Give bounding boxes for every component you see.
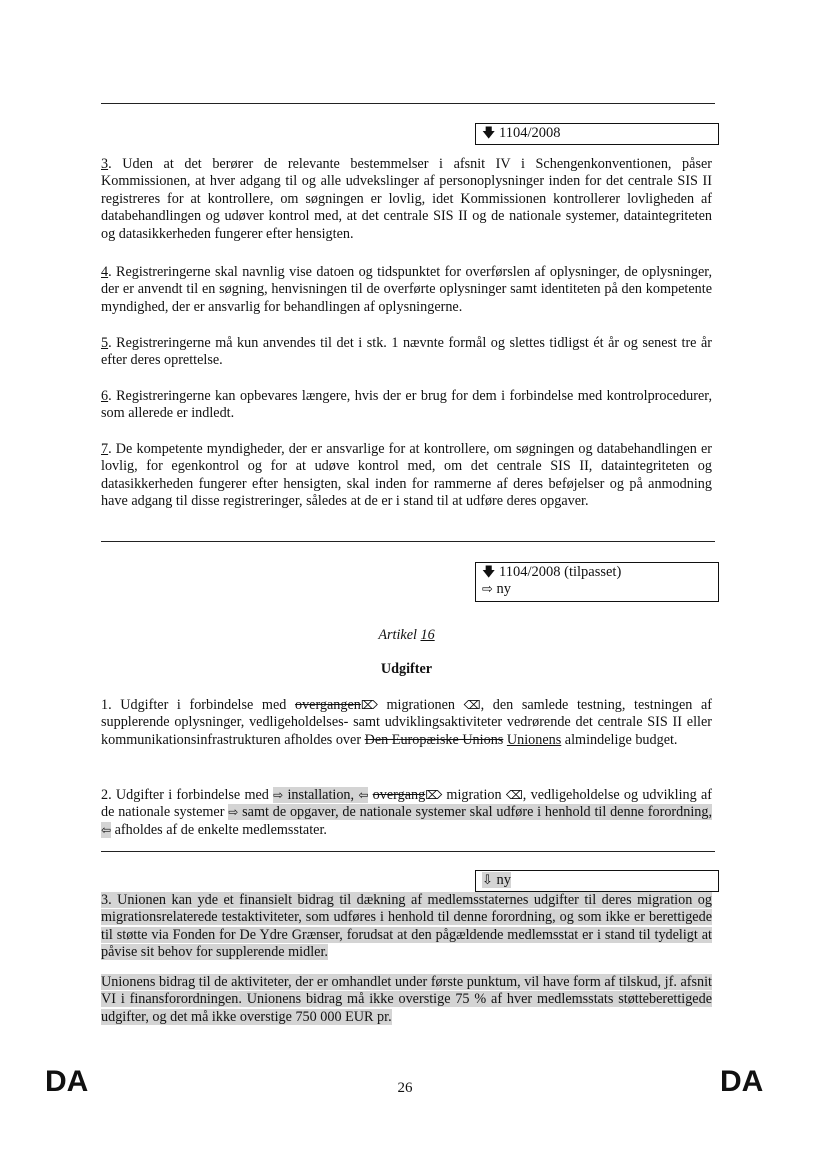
text: , vedligeholdelse og udvikling af de nationale systemer xyxy=(101,787,712,821)
insert-end-icon: ⇦ xyxy=(358,788,369,802)
text: 1. Udgifter i forbindelse med xyxy=(101,697,295,713)
section-rule xyxy=(101,541,715,542)
new-marker xyxy=(482,872,511,888)
top-rule xyxy=(101,103,715,104)
insert-start-icon: ⇨ xyxy=(228,805,239,820)
reference-new: ny xyxy=(496,872,512,888)
article-paragraph-1 xyxy=(101,697,712,749)
down-outline-arrow-icon: ⇩ xyxy=(482,873,493,888)
new-text-highlight: 3. Unionen kan yde et finansielt bidrag til dækning af medlemsstaternes udgifter til deres migration og migrationsrelaterede testaktiviteter, som udføres i henhold til denne forordning, og som ikke er berettigede til støtte via Fonden for De Ydre Grænser, forudsat at den pågældende medlemsstat er i stand til tydeligt at påvise sit behov for supplerende midler. xyxy=(101,892,712,961)
paragraph-number: 7 xyxy=(101,441,109,457)
delete-start-icon: ⌫ xyxy=(463,698,481,712)
deleted-text: Den Europæiske Unions xyxy=(364,731,504,748)
paragraph-7 xyxy=(101,441,712,511)
article-heading xyxy=(101,627,712,644)
insert-start-icon: ⇨ xyxy=(273,788,284,802)
paragraph-5 xyxy=(101,335,712,370)
reference-box-new xyxy=(475,870,719,892)
reference-code: 1104/2008 (tilpasset) xyxy=(499,564,622,580)
new-text-highlight xyxy=(273,787,368,803)
highlighted-text: samt de opgaver, de nationale systemer skal udføre i henhold til denne forordning, xyxy=(238,804,713,821)
reference-box-adapted xyxy=(475,562,719,602)
text: 2. Udgifter i forbindelse med xyxy=(101,787,274,803)
inserted-text: Unionens xyxy=(506,731,562,748)
down-arrow-icon: 🡇 xyxy=(482,565,496,580)
new-text-highlight: Unionens bidrag til de aktiviteter, der er omhandlet under første punktum, vil have form af tilskud, jf. afsnit VI i finansforordningen. Unionens bidrag må ikke overstige 75 % af hver medlemsstats støtteberettigede udgifter, og det må ikke overstige 750 000 EUR pr. xyxy=(101,974,712,1025)
language-code-left: DA xyxy=(45,1065,89,1098)
paragraph-text: . Registreringerne kan opbevares længere, hvis der er brug for dem i forbindelse med kontrolprocedurer, som allerede er indledt. xyxy=(101,388,712,422)
article-paragraph-4 xyxy=(101,974,712,1026)
article-label: Artikel xyxy=(378,627,421,643)
deleted-text: overgangen xyxy=(294,697,361,713)
text: migrationen xyxy=(377,697,464,713)
delete-end-icon: ⌦ xyxy=(360,698,378,712)
insert-end-icon: ⇦ xyxy=(101,822,112,837)
paragraph-text: . Uden at det berører de relevante bestemmelser i afsnit IV i Schengenkonventionen, påser Kommissionen, at hver adgang til og alle udvekslinger af personoplysninger inden for det centrale SIS II registreres for at kontrollere, om søgningen er lovlig, idet Kommissionen kontrollerer lovligheden af databehandlingen og udøver kontrol med, at det centrale SIS II og de nationale systemer, dataintegriteten og datasikkerheden fungerer efter hensigten. xyxy=(101,156,712,242)
reference-code: 1104/2008 xyxy=(499,125,561,141)
paragraph-text: . Registreringerne må kun anvendes til det i stk. 1 nævnte formål og slettes tidligst ét år og senest tre år efter deres oprettelse. xyxy=(101,335,712,369)
article-number: 16 xyxy=(420,627,435,643)
delete-end-icon: ⌦ xyxy=(425,788,443,802)
page-number: 26 xyxy=(397,1080,413,1096)
paragraph-4 xyxy=(101,264,712,316)
paragraph-number: 4 xyxy=(101,264,109,280)
delete-start-icon: ⌫ xyxy=(505,788,523,802)
paragraph-6 xyxy=(101,388,712,423)
deleted-text: overgang xyxy=(372,787,426,803)
text: migration xyxy=(442,787,506,803)
paragraph-3 xyxy=(101,156,712,243)
article-paragraph-3 xyxy=(101,892,712,962)
text: almindelige budget. xyxy=(561,731,678,748)
paragraph-number: 5 xyxy=(101,335,109,351)
text: , den samlede testning, testningen af supplerende oplysninger, vedligeholdelses- samt udviklingsaktiviteter vedrørende det centrale SIS II eller kommunikationsinfrastrukturen afholdes over xyxy=(101,697,712,748)
right-arrow-icon: ⇨ xyxy=(482,582,493,597)
reference-box-1104-2008 xyxy=(475,123,719,145)
paragraph-number: 3 xyxy=(101,156,109,172)
down-arrow-icon: 🡇 xyxy=(482,126,496,141)
paragraph-text: . De kompetente myndigheder, der er ansvarlige for at kontrollere, om søgningen og databehandlingen er lovlig, for egenkontrol og for at udøve kontrol med, om det centrale SIS II, dataintegriteten og datasikkerheden fungerer efter hensigten, skal inden for rammerne af deres beføjelser og på anmodning have adgang til disse registreringer, således at de er i stand til at udføre deres opgaver. xyxy=(101,441,712,510)
article-title: Udgifter xyxy=(380,661,433,677)
paragraph-number: 6 xyxy=(101,388,109,404)
section-rule xyxy=(101,851,715,852)
text: afholdes af de enkelte medlemsstater. xyxy=(111,821,327,838)
language-code-right: DA xyxy=(720,1065,764,1098)
article-paragraph-2 xyxy=(101,787,712,839)
paragraph-text: . Registreringerne skal navnlig vise datoen og tidspunktet for overførslen af oplysninger, de oplysninger, der er anvendt til en søgning, henvisningen til de overførte oplysninger samt identiteten på den kompetente myndighed, der er ansvarlig for behandlingen af oplysningerne. xyxy=(101,264,712,315)
reference-new: ny xyxy=(496,581,512,597)
highlighted-text: installation, xyxy=(283,787,359,803)
